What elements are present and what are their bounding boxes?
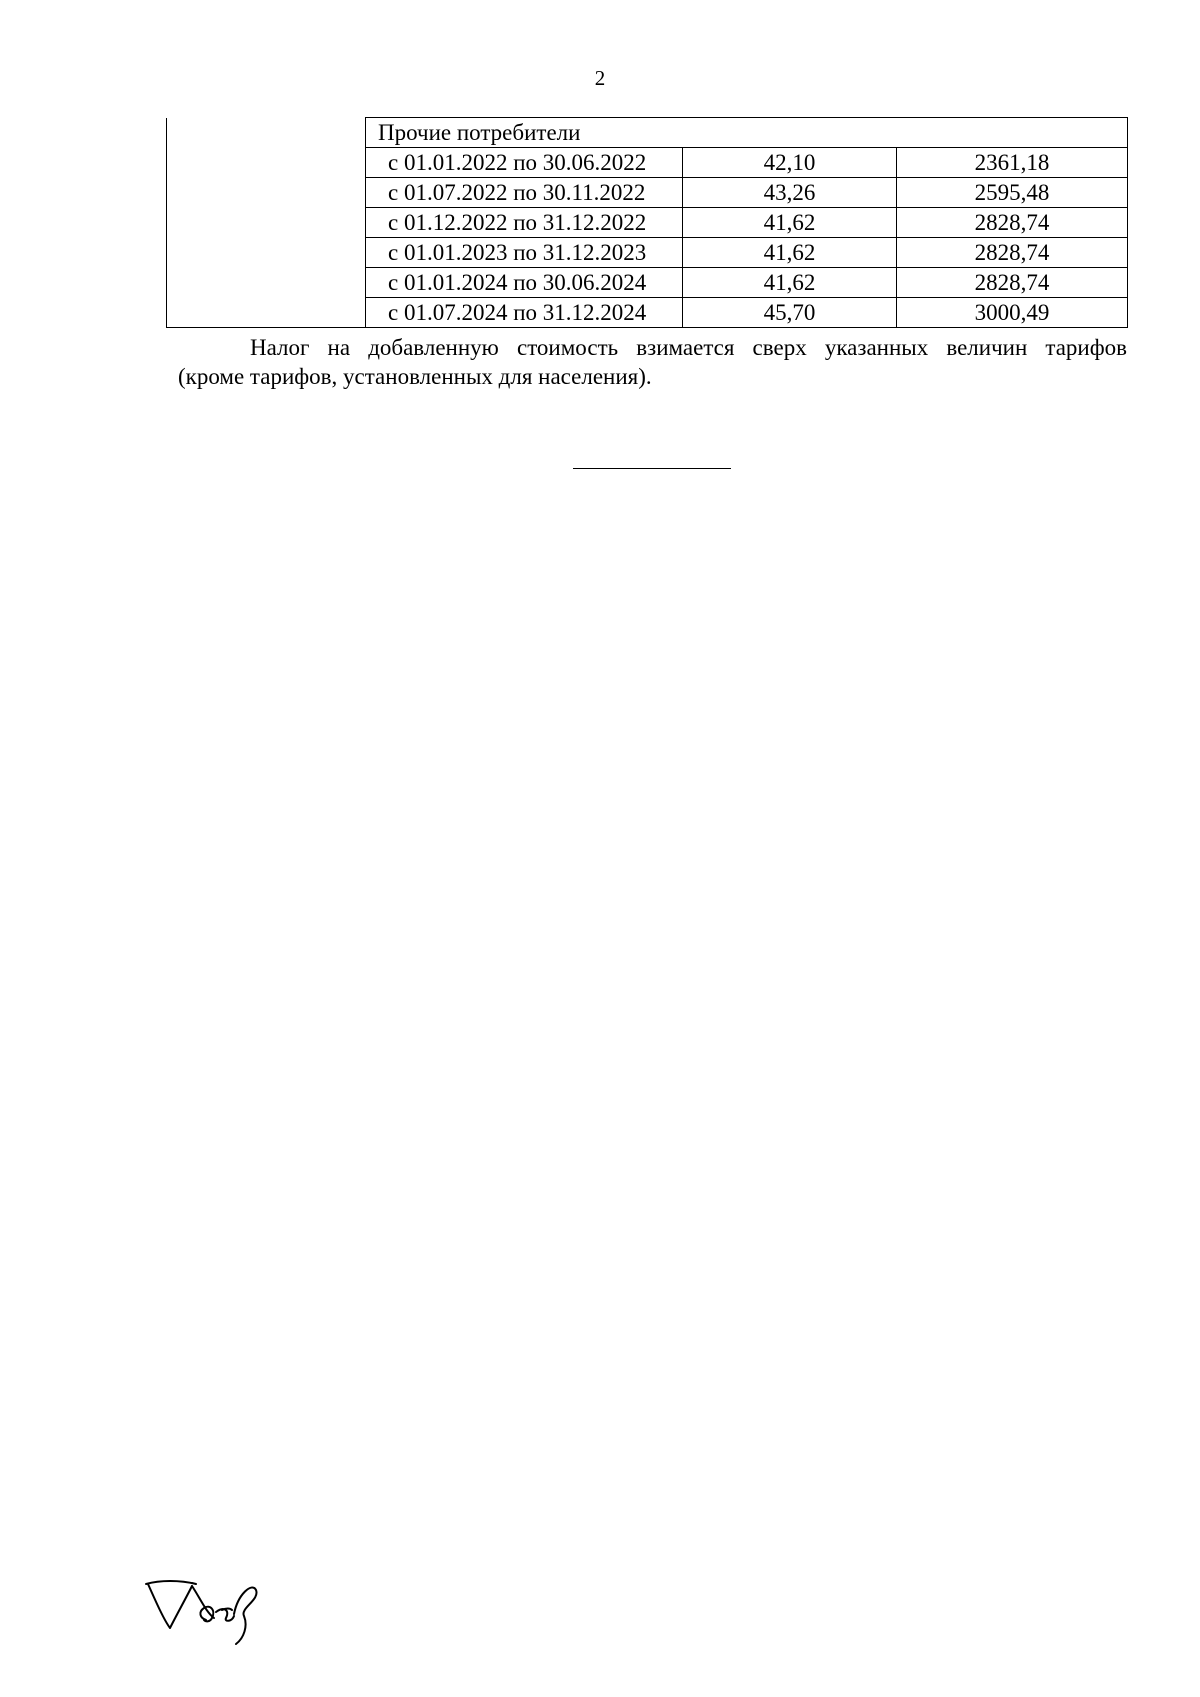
period-cell: с 01.01.2024 по 30.06.2024 [366,268,683,298]
table-row [167,118,1128,148]
value-cell: 2595,48 [897,178,1128,208]
value-cell: 2361,18 [897,148,1128,178]
value-cell: 41,62 [683,238,897,268]
tariff-table [166,117,1128,328]
period-cell: с 01.12.2022 по 31.12.2022 [366,208,683,238]
vat-note-line-1: Налог на добавленную стоимость взимается сверх указанных величин тарифов [250,335,1127,360]
value-cell: 41,62 [683,268,897,298]
value-cell: 2828,74 [897,208,1128,238]
end-rule [573,468,731,469]
signature-image [140,1568,280,1648]
value-cell: 2828,74 [897,238,1128,268]
value-cell: 2828,74 [897,268,1128,298]
value-cell: 3000,49 [897,298,1128,328]
value-cell: 45,70 [683,298,897,328]
period-cell: с 01.07.2022 по 30.11.2022 [366,178,683,208]
merged-side-cell [167,118,366,328]
vat-note-line-2: (кроме тарифов, установленных для населения). [178,364,652,389]
page-number: 2 [594,66,606,90]
period-cell: с 01.01.2022 по 30.06.2022 [366,148,683,178]
value-cell: 41,62 [683,208,897,238]
group-title: Прочие потребители [366,118,1128,148]
period-cell: с 01.07.2024 по 31.12.2024 [366,298,683,328]
value-cell: 43,26 [683,178,897,208]
period-cell: с 01.01.2023 по 31.12.2023 [366,238,683,268]
value-cell: 42,10 [683,148,897,178]
vat-note [178,333,1127,391]
